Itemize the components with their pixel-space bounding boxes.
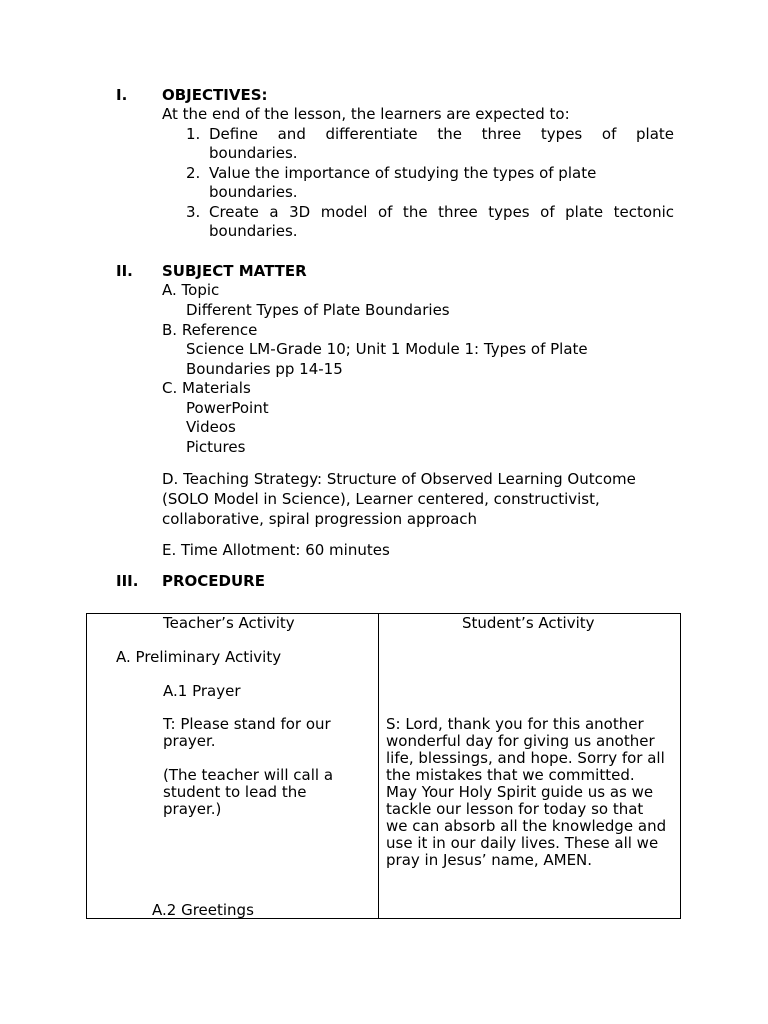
teacher-note-text: prayer.) (163, 800, 222, 818)
student-prayer-line: pray in Jesus’ name, AMEN. (386, 851, 593, 869)
teacher-prayer-text: prayer. (163, 732, 216, 750)
student-prayer-line: the mistakes that we committed. (386, 766, 635, 784)
teacher-note-text: student to lead the (163, 783, 307, 801)
reference-label: B. Reference (162, 321, 258, 339)
objective-number: 1. (186, 125, 201, 143)
section-title-procedure: PROCEDURE (162, 572, 265, 590)
objective-number: 2. (186, 164, 201, 182)
preliminary-activity-label: A. Preliminary Activity (116, 648, 282, 666)
reference-value: Science LM-Grade 10; Unit 1 Module 1: Types of Plate (186, 340, 588, 358)
greetings-label: A.2 Greetings (152, 901, 254, 919)
objective-text: Create a 3D model of the three types of plate tectonic (209, 203, 674, 221)
student-prayer-line: use it in our daily lives. These all we (386, 834, 659, 852)
student-prayer-line: tackle our lesson for today so that (386, 800, 644, 818)
student-prayer-line: life, blessings, and hope. Sorry for all (386, 749, 665, 767)
objective-text: Define and differentiate the three types of plate (209, 125, 674, 143)
teacher-prayer-text: T: Please stand for our (163, 715, 331, 733)
objective-text: Value the importance of studying the types of plate (209, 164, 597, 182)
teaching-strategy-continued: collaborative, spiral progression approach (162, 510, 478, 528)
objectives-intro: At the end of the lesson, the learners are expected to: (162, 105, 570, 123)
column-divider (378, 614, 379, 918)
objective-text-continued: boundaries. (209, 144, 298, 162)
teacher-activity-header: Teacher’s Activity (163, 614, 295, 632)
material-item: PowerPoint (186, 399, 269, 417)
prayer-label: A.1 Prayer (163, 682, 241, 700)
student-prayer-line: we can absorb all the knowledge and (386, 817, 667, 835)
student-prayer-line: S: Lord, thank you for this another (386, 715, 644, 733)
materials-label: C. Materials (162, 379, 251, 397)
objective-text-continued: boundaries. (209, 222, 298, 240)
student-prayer-line: wonderful day for giving us another (386, 732, 655, 750)
section-title-subject-matter: SUBJECT MATTER (162, 262, 307, 280)
reference-value-continued: Boundaries pp 14-15 (186, 360, 343, 378)
teaching-strategy-continued: (SOLO Model in Science), Learner centered, constructivist, (162, 490, 600, 508)
objective-text-continued: boundaries. (209, 183, 298, 201)
objective-number: 3. (186, 203, 201, 221)
section-numeral-objectives: I. (116, 86, 128, 104)
topic-value: Different Types of Plate Boundaries (186, 301, 450, 319)
material-item: Videos (186, 418, 236, 436)
student-activity-header: Student’s Activity (462, 614, 595, 632)
section-numeral-procedure: III. (116, 572, 139, 590)
material-item: Pictures (186, 438, 246, 456)
teaching-strategy: D. Teaching Strategy: Structure of Observed Learning Outcome (162, 470, 636, 488)
section-numeral-subject-matter: II. (116, 262, 133, 280)
section-title-objectives: OBJECTIVES: (162, 86, 268, 104)
student-prayer-line: May Your Holy Spirit guide us as we (386, 783, 654, 801)
procedure-table (86, 613, 681, 919)
teacher-note-text: (The teacher will call a (163, 766, 334, 784)
time-allotment: E. Time Allotment: 60 minutes (162, 541, 390, 559)
topic-label: A. Topic (162, 281, 220, 299)
